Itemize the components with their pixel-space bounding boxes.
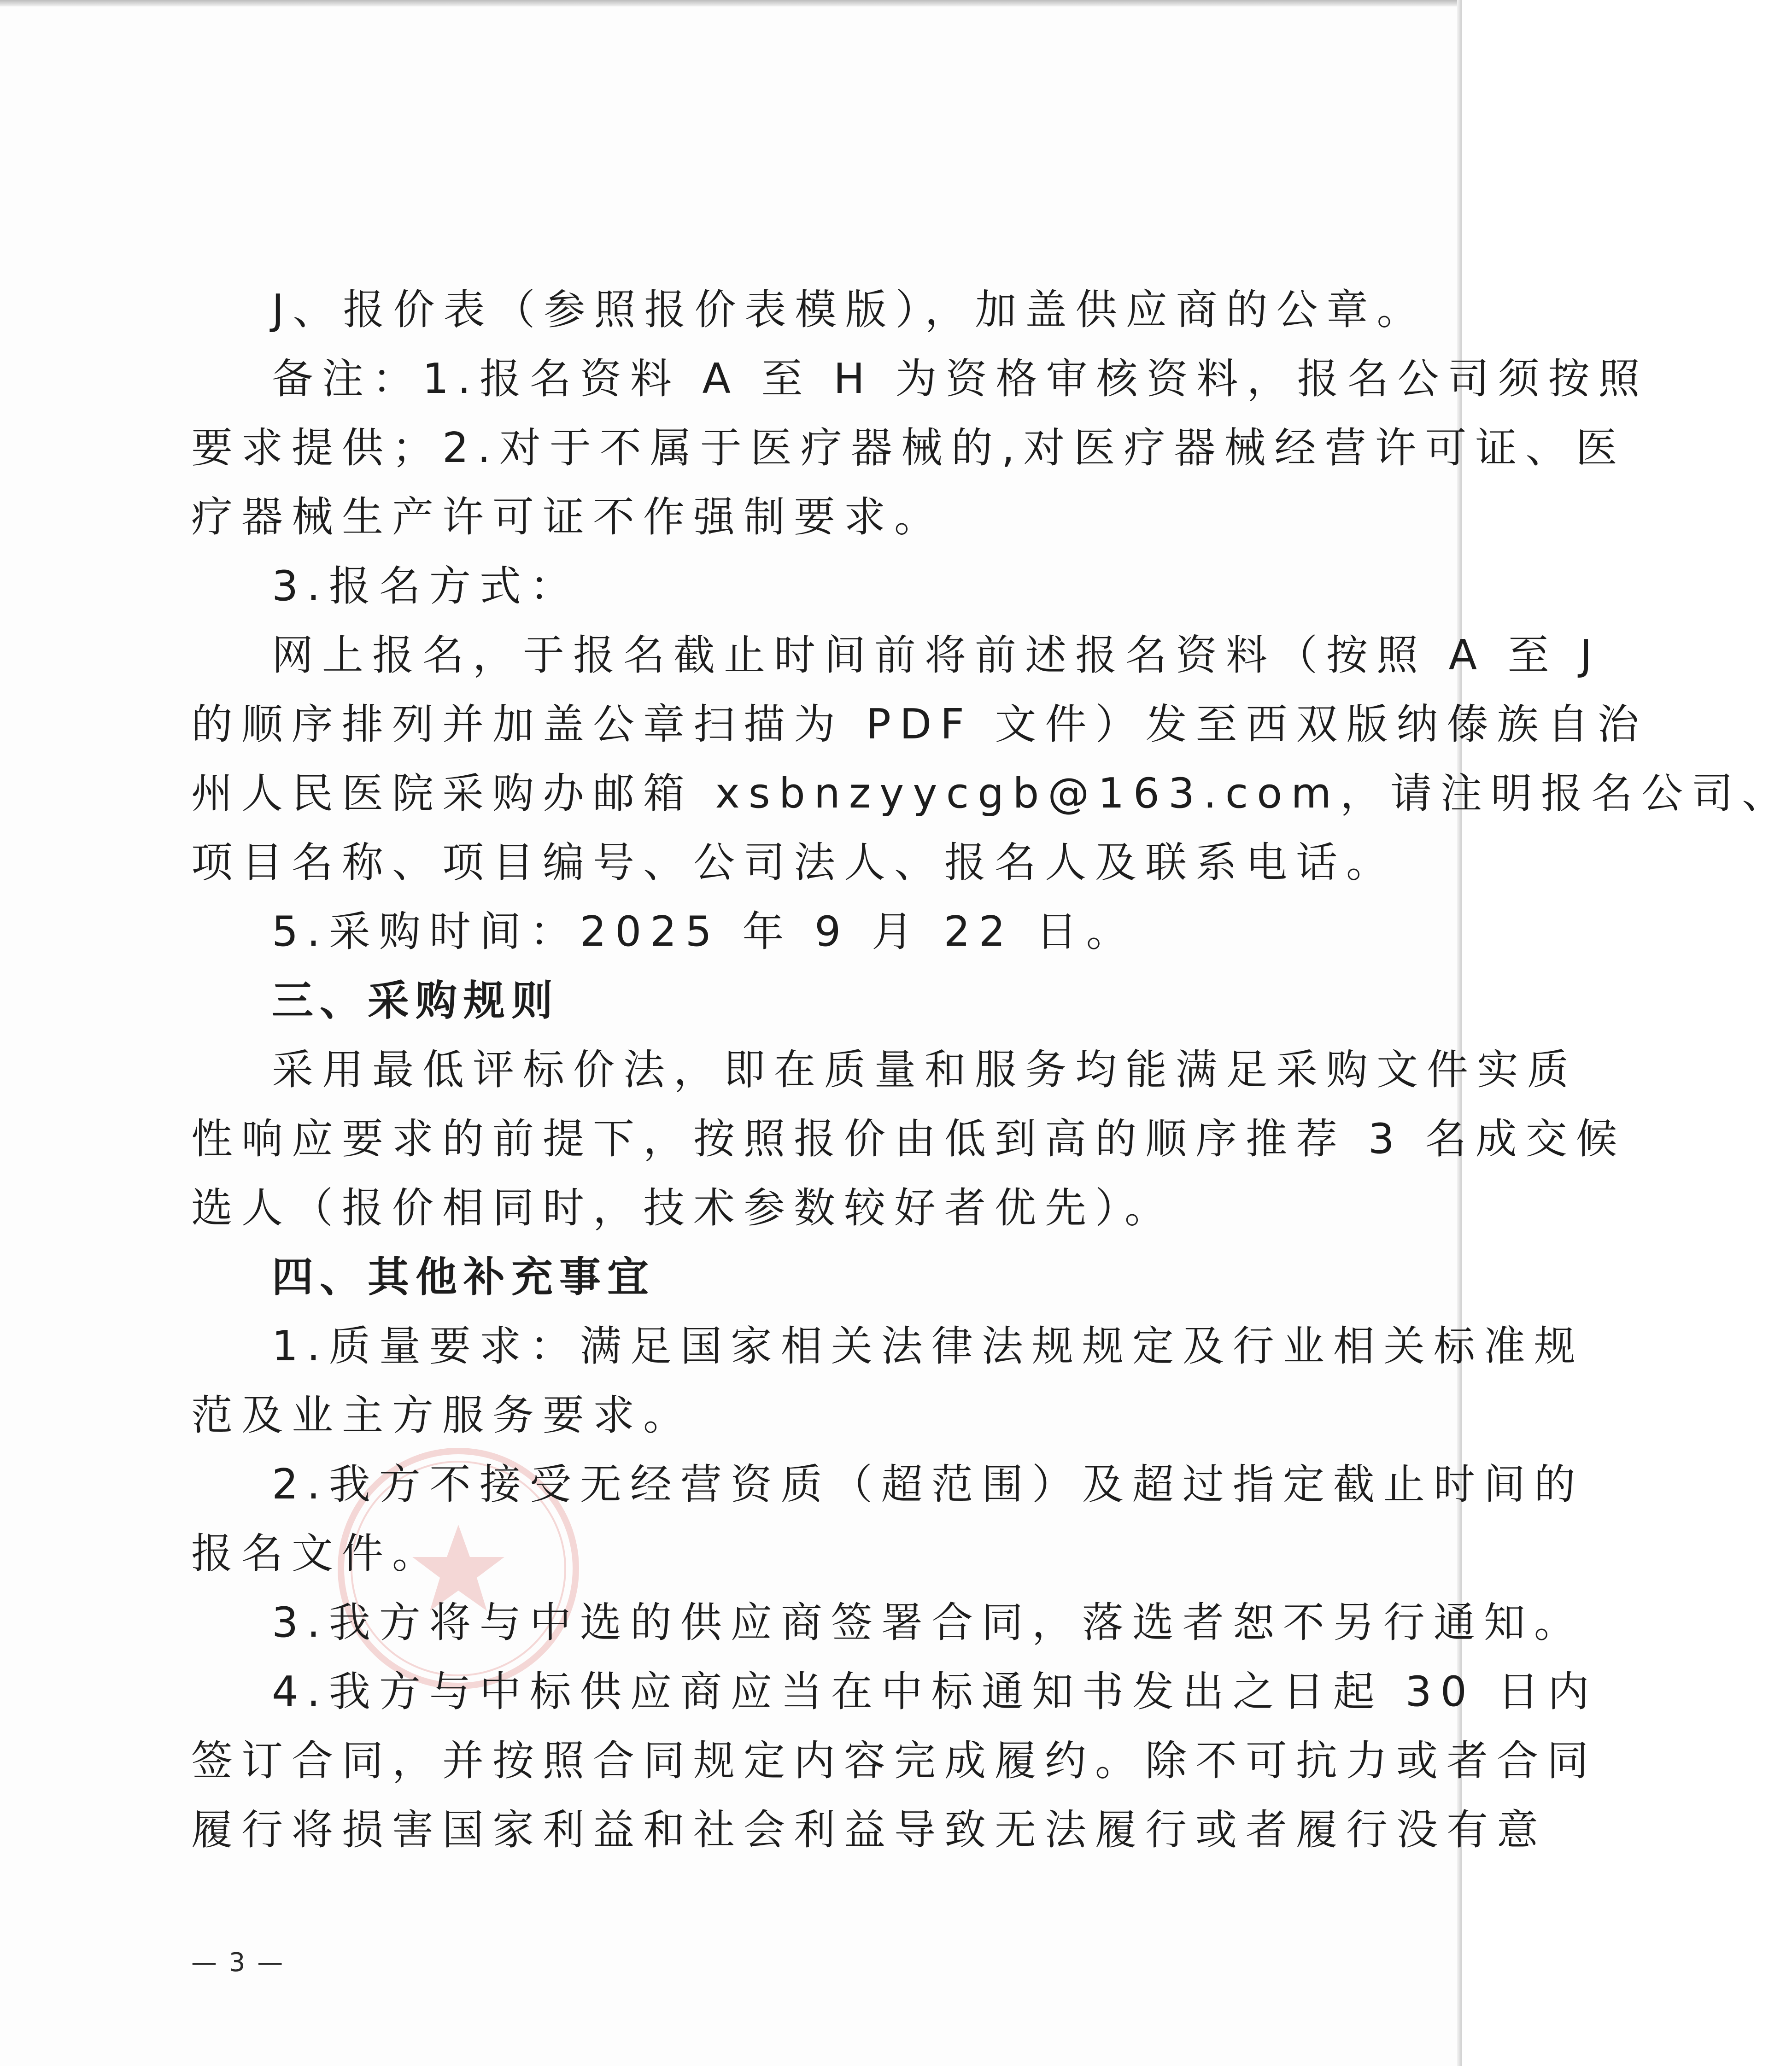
- paragraph-line: 选人（报价相同时，技术参数较好者优先）。: [191, 1184, 1175, 1232]
- paragraph-line: 疗器械生产许可证不作强制要求。: [191, 493, 944, 541]
- paragraph-line: 5.采购时间：2025 年 9 月 22 日。: [272, 907, 1136, 956]
- paragraph-line: 1.质量要求：满足国家相关法律法规规定及行业相关标准规: [272, 1322, 1584, 1370]
- paragraph-line: 项目名称、项目编号、公司法人、报名人及联系电话。: [191, 838, 1396, 887]
- paragraph-line: 性响应要求的前提下，按照报价由低到高的顺序推荐 3 名成交候: [191, 1115, 1626, 1163]
- section-heading: 三、采购规则: [272, 977, 559, 1025]
- paragraph-line: 3.报名方式：: [272, 562, 580, 610]
- paragraph-line: 报名文件。: [191, 1529, 442, 1578]
- paragraph-line: 签订合同，并按照合同规定内容完成履约。除不可抗力或者合同: [191, 1737, 1597, 1785]
- paragraph-line: 备注：1.报名资料 A 至 H 为资格审核资料，报名公司须按照: [272, 355, 1649, 403]
- paragraph-line: 采用最低评标价法，即在质量和服务均能满足采购文件实质: [272, 1046, 1577, 1094]
- paragraph-line: 州人民医院采购办邮箱 xsbnzyycgb@163.com，请注明报名公司、: [191, 769, 1792, 818]
- paragraph-line: 4.我方与中标供应商应当在中标通知书发出之日起 30 日内: [272, 1668, 1598, 1716]
- section-heading: 四、其他补充事宜: [272, 1253, 655, 1301]
- paragraph-line: 的顺序排列并加盖公章扫描为 PDF 文件）发至西双版纳傣族自治: [191, 700, 1648, 749]
- page-number: — 3 —: [191, 1948, 285, 1978]
- paragraph-line: 3.我方将与中选的供应商签署合同，落选者恕不另行通知。: [272, 1598, 1584, 1647]
- paragraph-line: 网上报名，于报名截止时间前将前述报名资料（按照 A 至 J: [272, 631, 1601, 679]
- paragraph-line: J、报价表（参照报价表模版），加盖供应商的公章。: [272, 286, 1427, 334]
- scan-edge-top: [0, 0, 1462, 6]
- paragraph-line: 履行将损害国家利益和社会利益导致无法履行或者履行没有意: [191, 1806, 1547, 1854]
- paragraph-line: 要求提供；2.对于不属于医疗器械的,对医疗器械经营许可证、医: [191, 424, 1626, 472]
- paragraph-line: 2.我方不接受无经营资质（超范围）及超过指定截止时间的: [272, 1460, 1584, 1509]
- paragraph-line: 范及业主方服务要求。: [191, 1391, 693, 1440]
